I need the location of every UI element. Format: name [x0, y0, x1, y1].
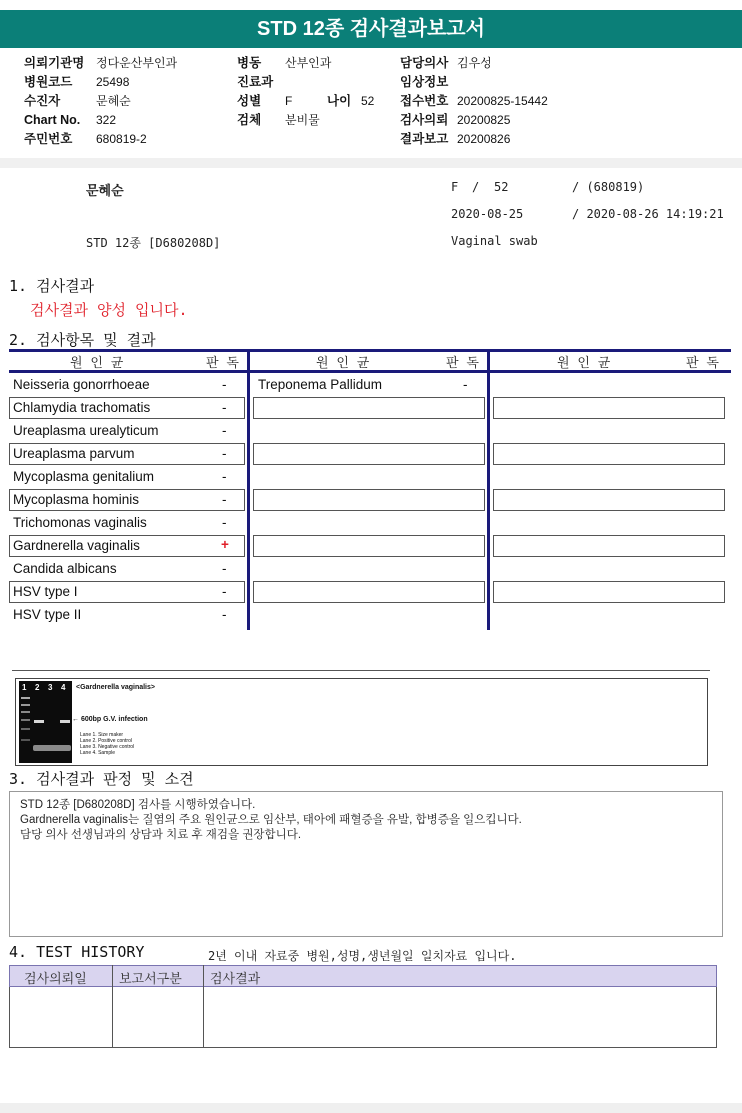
- footer-band: [0, 1103, 742, 1113]
- empty-row: [493, 397, 725, 419]
- header-value: 20200825: [457, 113, 511, 127]
- col-result-header: 판 독: [446, 356, 479, 371]
- organism-result: -: [222, 446, 227, 461]
- header-row: [400, 130, 548, 149]
- header-value: 산부인과: [285, 56, 332, 70]
- table-row: [9, 581, 245, 603]
- header-label: 검체: [237, 113, 262, 127]
- header-value: F: [285, 94, 293, 108]
- history-col-result: 검사결과: [210, 972, 261, 987]
- organism-result: -: [222, 469, 227, 484]
- table-row: [9, 420, 245, 442]
- organism-result: -: [222, 561, 227, 576]
- organism-result: -: [222, 492, 227, 507]
- gel-legend: [80, 732, 134, 756]
- header-col3: [400, 54, 548, 149]
- table-col-divider: [487, 349, 490, 630]
- specimen: Vaginal swab: [451, 234, 538, 248]
- col-organism-header: 원 인 균: [316, 356, 370, 371]
- empty-row: [493, 581, 725, 603]
- section3-heading: 3. 검사결과 판정 및 소견: [9, 770, 194, 788]
- gel-lane-label: 4: [61, 683, 66, 692]
- table-row: [9, 489, 245, 511]
- organism-result: -: [222, 607, 227, 622]
- header-label: 임상정보: [400, 75, 449, 89]
- receipt-date: 2020-08-25: [451, 207, 524, 221]
- gel-lane-label: 2: [35, 683, 40, 692]
- header-row: [24, 92, 177, 111]
- table-row: [253, 374, 485, 396]
- history-col-type: 보고서구분: [119, 972, 182, 987]
- gel-title: <Gardnerella vaginalis>: [76, 684, 155, 691]
- section1-heading: 1. 검사결과: [9, 277, 95, 295]
- header-value: 분비물: [285, 113, 320, 127]
- header-row: [24, 73, 177, 92]
- gel-legend-item: Lane 3. Negative control: [80, 744, 135, 750]
- header-value: 정다운산부인과: [96, 56, 178, 70]
- header-row: [24, 54, 177, 73]
- organism-name: Candida albicans: [13, 561, 117, 576]
- report-title: STD 12종 검사결과보고서: [0, 10, 742, 48]
- results-column-3: [493, 374, 726, 628]
- history-col-date: 검사의뢰일: [24, 972, 87, 987]
- col-organism-header: 원 인 균: [557, 356, 611, 371]
- opinion-box: [9, 791, 723, 937]
- gel-lane-label: 3: [48, 683, 53, 692]
- test-name: STD 12종 [D680208D]: [86, 236, 221, 250]
- gel-legend-item: Lane 2. Positive control: [80, 738, 132, 744]
- header-row: [400, 73, 548, 92]
- gel-legend-item: Lane 1. Size maker: [80, 732, 124, 738]
- gel-ladder: [21, 697, 30, 755]
- results-column-1: [9, 374, 245, 628]
- organism-result-positive: +: [221, 537, 229, 552]
- header-row: [24, 130, 177, 149]
- organism-result: -: [222, 423, 227, 438]
- gel-band-sample: [60, 720, 70, 723]
- header-label: 담당의사: [400, 56, 449, 70]
- header-row: [237, 54, 374, 73]
- report-datetime: / 2020-08-26 14:19:21: [572, 207, 724, 221]
- patient-sex: F: [451, 180, 459, 194]
- header-block: [0, 54, 742, 154]
- organism-result: -: [222, 377, 227, 392]
- patient-name: 문혜순: [86, 184, 124, 199]
- empty-row: [253, 581, 485, 603]
- header-value: 문혜순: [96, 94, 131, 108]
- organism-name: Neisseria gonorrhoeae: [13, 377, 150, 392]
- header-row: [237, 73, 374, 92]
- gel-primer-dimer: [33, 745, 71, 751]
- header-label: 의뢰기관명: [24, 56, 85, 70]
- opinion-line: 담당 의사 선생님과의 상담과 치료 후 재검을 권장합니다.: [20, 829, 302, 841]
- organism-name: Chlamydia trachomatis: [13, 400, 151, 415]
- header-value: 김우성: [457, 56, 492, 70]
- empty-row: [253, 489, 485, 511]
- section2-heading: 2. 검사항목 및 결과: [9, 331, 156, 349]
- gel-band-positive: [34, 720, 44, 723]
- result-summary: 검사결과 양성 입니다.: [30, 301, 188, 319]
- empty-row: [253, 397, 485, 419]
- history-table-body: [9, 987, 717, 1048]
- table-row: [9, 374, 245, 396]
- history-note: 2년 이내 자료중 병원,성명,생년월일 일치자료 입니다.: [208, 949, 517, 963]
- gel-electrophoresis-image: [19, 681, 72, 763]
- opinion-line: Gardnerella vaginalis는 질염의 주요 원인균으로 임산부, 태아에 패혈증을 유발, 합병증을 일으킵니다.: [20, 814, 522, 826]
- table-row-positive: [9, 535, 245, 557]
- table-col-divider: [247, 349, 250, 630]
- organism-name: Ureaplasma parvum: [13, 446, 135, 461]
- table-row: [9, 512, 245, 534]
- patient-age: 52: [494, 180, 509, 194]
- organism-result: -: [222, 515, 227, 530]
- header-col2: [237, 54, 374, 130]
- organism-name: Mycoplasma genitalium: [13, 469, 155, 484]
- header-row: [24, 111, 177, 130]
- organism-name: Mycoplasma hominis: [13, 492, 140, 507]
- header-label: 검사의뢰: [400, 113, 449, 127]
- header-row: [400, 92, 548, 111]
- gel-legend-item: Lane 4. Sample: [80, 750, 116, 756]
- organism-result: -: [222, 584, 227, 599]
- table-row: [9, 558, 245, 580]
- header-value: 322: [96, 113, 117, 127]
- col-result-header: 판 독: [206, 356, 239, 371]
- organism-name: HSV type II: [13, 607, 82, 622]
- table-row: [9, 443, 245, 465]
- header-row: [237, 111, 374, 130]
- header-value: 20200825-15442: [457, 94, 548, 108]
- empty-row: [493, 489, 725, 511]
- organism-name: Treponema Pallidum: [258, 377, 383, 392]
- organism-name: HSV type I: [13, 584, 78, 599]
- section4-heading: 4. TEST HISTORY: [9, 943, 145, 961]
- header-value: 20200826: [457, 132, 511, 146]
- results-column-2: [253, 374, 486, 628]
- header-label: Chart No.: [24, 113, 81, 127]
- organism-result: -: [463, 377, 468, 392]
- organism-name: Ureaplasma urealyticum: [13, 423, 159, 438]
- header-value: 680819-2: [96, 132, 147, 146]
- header-label: 성별: [237, 94, 262, 108]
- header-col1: [24, 54, 177, 149]
- patient-birth: / (680819): [572, 180, 645, 194]
- table-row: [9, 604, 245, 626]
- history-col-divider: [203, 965, 204, 1048]
- history-table-header: [9, 965, 717, 987]
- gel-top-rule: [12, 670, 710, 671]
- empty-row: [253, 443, 485, 465]
- header-label: 진료과: [237, 75, 274, 89]
- col-result-header: 판 독: [686, 356, 719, 371]
- empty-row: [493, 443, 725, 465]
- header-label: 접수번호: [400, 94, 449, 108]
- header-label: 병원코드: [24, 75, 73, 89]
- header-value: 25498: [96, 75, 130, 89]
- organism-name: Trichomonas vaginalis: [13, 515, 147, 530]
- history-col-divider: [112, 965, 113, 1048]
- header-label: 수진자: [24, 94, 61, 108]
- age-value: 52: [361, 94, 375, 108]
- col-organism-header: 원 인 균: [70, 356, 124, 371]
- empty-row: [253, 535, 485, 557]
- organism-name: Gardnerella vaginalis: [13, 538, 140, 553]
- organism-result: -: [222, 400, 227, 415]
- header-row: [400, 54, 548, 73]
- opinion-line: STD 12종 [D680208D] 검사를 시행하였습니다.: [20, 799, 256, 811]
- age-label: 나이: [327, 94, 352, 108]
- header-row: [237, 92, 374, 111]
- gel-band-annotation: ← 600bp G.V. infection: [72, 716, 148, 723]
- empty-row: [493, 535, 725, 557]
- gel-lane-label: 1: [22, 683, 27, 692]
- table-row: [9, 397, 245, 419]
- patient-slash: /: [472, 180, 480, 194]
- header-label: 병동: [237, 56, 262, 70]
- header-separator: [0, 158, 742, 168]
- header-label: 결과보고: [400, 132, 449, 146]
- table-row: [9, 466, 245, 488]
- header-label: 주민번호: [24, 132, 73, 146]
- header-row: [400, 111, 548, 130]
